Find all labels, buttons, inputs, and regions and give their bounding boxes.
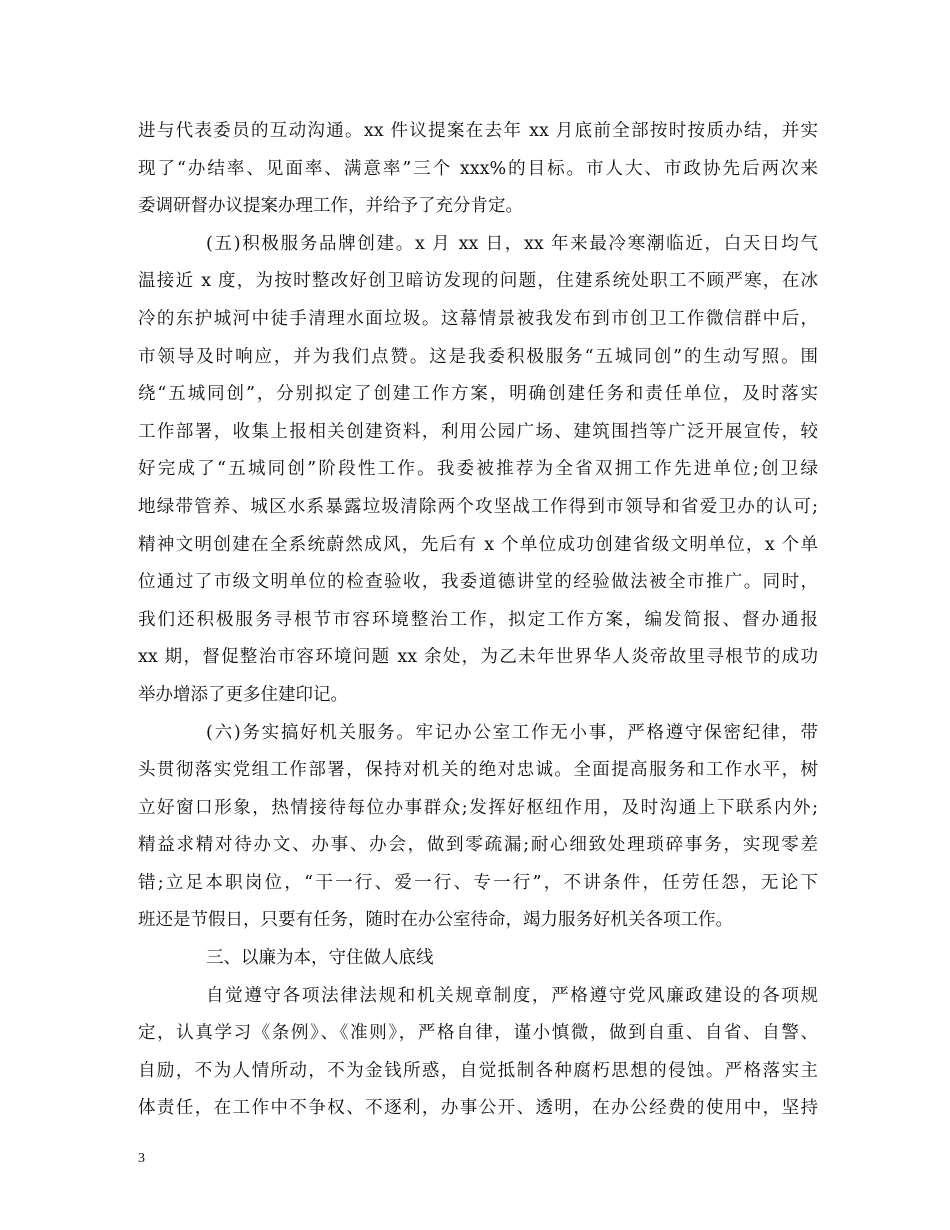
text-line: 地绿带管养、城区水系暴露垃圾清除两个攻坚战工作得到市领导和省爱卫办的认可; <box>138 496 818 517</box>
text-line: 定，认真学习《条例》、《准则》，严格自律，谨小慎微，做到自重、自省、自警、 <box>138 1023 818 1044</box>
text-line: 温接近 x 度，为按时整改好创卫暗访发现的问题，住建系统处职工不顾严寒，在冰 <box>138 271 818 292</box>
text-line: 头贯彻落实党组工作部署，保持对机关的绝对忠诚。全面提高服务和工作水平，树 <box>138 760 818 781</box>
text-line: (五)积极服务品牌创建。x 月 xx 日，xx 年来最冷寒潮临近，白天日均气 <box>206 233 818 254</box>
text-line: 冷的东护城河中徒手清理水面垃圾。这幕情景被我发布到市创卫工作微信群中后， <box>138 308 818 329</box>
page-number: 3 <box>138 1151 145 1166</box>
text-line: 精益求精对待办文、办事、办会，做到零疏漏;耐心细致处理琐碎事务，实现零差 <box>138 835 818 856</box>
body-text <box>138 113 818 1128</box>
text-line: 自觉遵守各项法律法规和机关规章制度，严格遵守党风廉政建设的各项规 <box>206 985 818 1006</box>
text-line: 举办增添了更多住建印记。 <box>138 684 348 705</box>
text-line: 班还是节假日，只要有任务，随时在办公室待命，竭力服务好机关各项工作。 <box>138 910 733 931</box>
text-line: 工作部署，收集上报相关创建资料，利用公园广场、建筑围挡等广泛开展宣传，较 <box>138 421 818 442</box>
text-line: 进与代表委员的互动沟通。xx 件议提案在去年 xx 月底前全部按时按质办结，并实 <box>138 121 818 141</box>
text-line: 体责任，在工作中不争权、不逐利，办事公开、透明，在办公经费的使用中，坚持 <box>138 1098 818 1119</box>
text-line: 三、以廉为本，守住做人底线 <box>206 948 434 969</box>
text-line: xx 期，督促整治市容环境问题 xx 余处，为乙未年世界华人炎帝故里寻根节的成功 <box>138 647 818 668</box>
text-line: 位通过了市级文明单位的检查验收，我委道德讲堂的经验做法被全市推广。同时， <box>138 572 818 593</box>
text-line: 委调研督办议提案办理工作，并给予了充分肯定。 <box>138 196 523 217</box>
text-line: 绕“五城同创”，分别拟定了创建工作方案，明确创建任务和责任单位，及时落实 <box>138 384 818 405</box>
text-line: 精神文明创建在全系统蔚然成风，先后有 x 个单位成功创建省级文明单位，x 个单 <box>138 534 818 555</box>
text-line: 我们还积极服务寻根节市容环境整治工作，拟定工作方案，编发简报、督办通报 <box>138 609 818 630</box>
text-line: (六)务实搞好机关服务。牢记办公室工作无小事，严格遵守保密纪律，带 <box>206 722 818 743</box>
text-line: 现了“办结率、见面率、满意率”三个 xxx%的目标。市人大、市政协先后两次来 <box>138 158 818 179</box>
text-line: 市领导及时响应，并为我们点赞。这是我委积极服务“五城同创”的生动写照。围 <box>138 346 818 367</box>
text-line: 错;立足本职岗位，“干一行、爱一行、专一行”，不讲条件，任劳任怨，无论下 <box>138 872 818 893</box>
text-line: 自励，不为人情所动，不为金钱所惑，自觉抵制各种腐朽思想的侵蚀。严格落实主 <box>138 1060 818 1081</box>
text-line: 立好窗口形象，热情接待每位办事群众;发挥好枢纽作用，及时沟通上下联系内外; <box>138 797 818 818</box>
text-line: 好完成了“五城同创”阶段性工作。我委被推荐为全省双拥工作先进单位;创卫绿 <box>138 459 818 480</box>
